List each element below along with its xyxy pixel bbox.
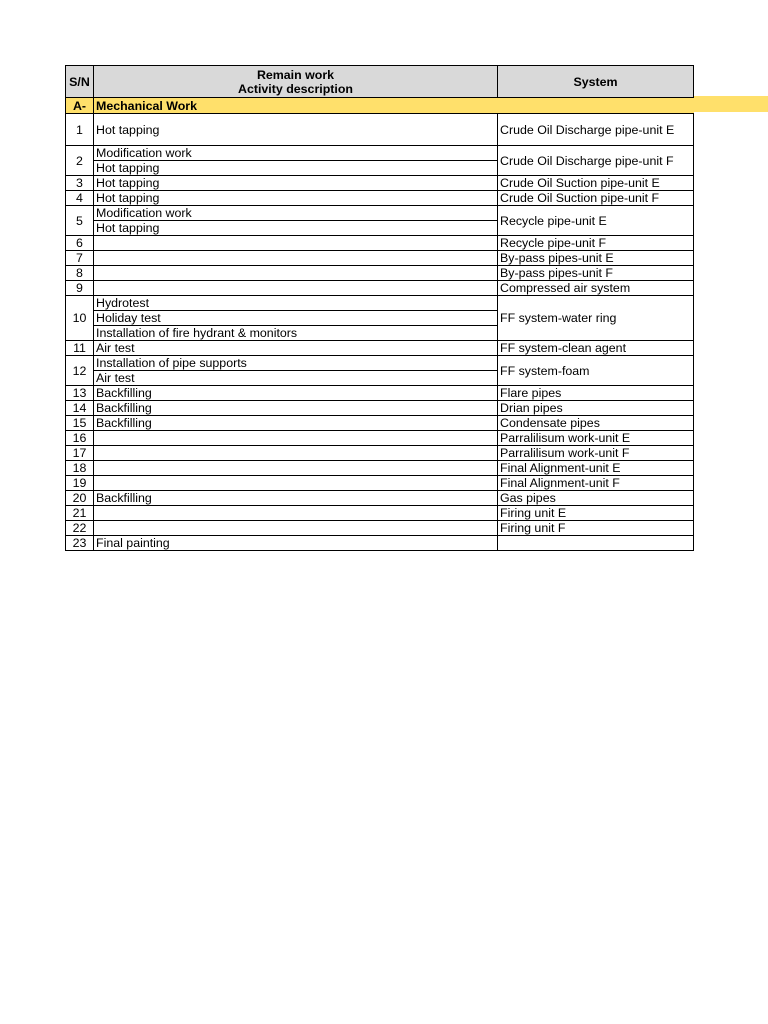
row-activity: Backfilling bbox=[94, 491, 498, 506]
row-activity: Final painting bbox=[94, 536, 498, 551]
remaining-work-sheet bbox=[65, 65, 693, 551]
row-sn: 1 bbox=[66, 114, 94, 146]
table-row bbox=[66, 266, 694, 281]
row-sn: 8 bbox=[66, 266, 94, 281]
row-system: FF system-water ring bbox=[498, 296, 694, 341]
row-activity: Hot tapping bbox=[94, 191, 498, 206]
header-system: System bbox=[498, 66, 694, 98]
table-row bbox=[66, 416, 694, 431]
header-row bbox=[66, 66, 694, 98]
header-sn: S/N bbox=[66, 66, 94, 98]
row-activity: Hot tapping bbox=[94, 176, 498, 191]
table-row bbox=[66, 536, 694, 551]
row-system: Gas pipes bbox=[498, 491, 694, 506]
row-activity bbox=[94, 251, 498, 266]
table-row bbox=[66, 491, 694, 506]
row-sn: 2 bbox=[66, 146, 94, 176]
header-activity bbox=[94, 66, 498, 98]
table-row bbox=[66, 251, 694, 266]
row-sn: 12 bbox=[66, 356, 94, 386]
row-system: Crude Oil Suction pipe-unit F bbox=[498, 191, 694, 206]
row-system: Condensate pipes bbox=[498, 416, 694, 431]
remaining-work-table bbox=[65, 65, 694, 551]
row-system: Drian pipes bbox=[498, 401, 694, 416]
table-row bbox=[66, 521, 694, 536]
table-row bbox=[66, 236, 694, 251]
row-system: Recycle pipe-unit F bbox=[498, 236, 694, 251]
row-activity: Modification work bbox=[94, 206, 498, 221]
table-row bbox=[66, 446, 694, 461]
row-system: Crude Oil Discharge pipe-unit F bbox=[498, 146, 694, 176]
row-sn: 14 bbox=[66, 401, 94, 416]
row-activity: Hot tapping bbox=[94, 161, 498, 176]
table-row bbox=[66, 281, 694, 296]
row-system: Final Alignment-unit E bbox=[498, 461, 694, 476]
row-sn: 6 bbox=[66, 236, 94, 251]
row-system bbox=[498, 536, 694, 551]
row-sn: 18 bbox=[66, 461, 94, 476]
row-system: Flare pipes bbox=[498, 386, 694, 401]
table-row bbox=[66, 506, 694, 521]
row-activity bbox=[94, 461, 498, 476]
row-activity: Backfilling bbox=[94, 386, 498, 401]
row-activity: Hot tapping bbox=[94, 221, 498, 236]
row-sn: 11 bbox=[66, 341, 94, 356]
row-system: Crude Oil Suction pipe-unit E bbox=[498, 176, 694, 191]
row-activity bbox=[94, 506, 498, 521]
table-row bbox=[66, 401, 694, 416]
row-sn: 7 bbox=[66, 251, 94, 266]
table-row bbox=[66, 461, 694, 476]
row-activity: Hot tapping bbox=[94, 114, 498, 146]
row-activity bbox=[94, 281, 498, 296]
table-row bbox=[66, 191, 694, 206]
row-sn: 13 bbox=[66, 386, 94, 401]
row-system: Crude Oil Discharge pipe-unit E bbox=[498, 114, 694, 146]
row-system: Firing unit F bbox=[498, 521, 694, 536]
row-sn: 19 bbox=[66, 476, 94, 491]
row-system: Parralilisum work-unit F bbox=[498, 446, 694, 461]
row-activity bbox=[94, 431, 498, 446]
table-row bbox=[66, 296, 694, 311]
row-activity: Holiday test bbox=[94, 311, 498, 326]
row-activity: Modification work bbox=[94, 146, 498, 161]
header-activity-line2: Activity description bbox=[238, 81, 353, 96]
row-activity bbox=[94, 521, 498, 536]
row-sn: 3 bbox=[66, 176, 94, 191]
row-sn: 20 bbox=[66, 491, 94, 506]
row-sn: 10 bbox=[66, 296, 94, 341]
row-system: Recycle pipe-unit E bbox=[498, 206, 694, 236]
row-activity: Installation of pipe supports bbox=[94, 356, 498, 371]
row-activity: Air test bbox=[94, 341, 498, 356]
row-activity: Air test bbox=[94, 371, 498, 386]
table-row bbox=[66, 431, 694, 446]
row-activity: Backfilling bbox=[94, 401, 498, 416]
table-row bbox=[66, 476, 694, 491]
row-sn: 17 bbox=[66, 446, 94, 461]
row-activity bbox=[94, 266, 498, 281]
row-system: Parralilisum work-unit E bbox=[498, 431, 694, 446]
table-row bbox=[66, 114, 694, 146]
table-row bbox=[66, 341, 694, 356]
row-sn: 4 bbox=[66, 191, 94, 206]
row-activity: Backfilling bbox=[94, 416, 498, 431]
row-sn: 21 bbox=[66, 506, 94, 521]
row-system: Firing unit E bbox=[498, 506, 694, 521]
row-sn: 23 bbox=[66, 536, 94, 551]
row-activity bbox=[94, 476, 498, 491]
table-row bbox=[66, 386, 694, 401]
row-activity: Installation of fire hydrant & monitors bbox=[94, 326, 498, 341]
row-activity: Hydrotest bbox=[94, 296, 498, 311]
row-system: By-pass pipes-unit F bbox=[498, 266, 694, 281]
row-sn: 16 bbox=[66, 431, 94, 446]
row-system: By-pass pipes-unit E bbox=[498, 251, 694, 266]
row-activity bbox=[94, 236, 498, 251]
row-activity bbox=[94, 446, 498, 461]
row-sn: 5 bbox=[66, 206, 94, 236]
table-row bbox=[66, 176, 694, 191]
row-sn: 9 bbox=[66, 281, 94, 296]
row-sn: 15 bbox=[66, 416, 94, 431]
header-activity-line1: Remain work bbox=[256, 67, 335, 82]
row-system: Final Alignment-unit F bbox=[498, 476, 694, 491]
section-highlight-stripe bbox=[693, 96, 768, 112]
section-row bbox=[66, 98, 694, 114]
table-row bbox=[66, 356, 694, 371]
row-system: FF system-foam bbox=[498, 356, 694, 386]
table-row bbox=[66, 146, 694, 161]
row-sn: 22 bbox=[66, 521, 94, 536]
row-system: Compressed air system bbox=[498, 281, 694, 296]
table-row bbox=[66, 206, 694, 221]
section-code: A- bbox=[66, 98, 94, 114]
row-system: FF system-clean agent bbox=[498, 341, 694, 356]
section-title: Mechanical Work bbox=[94, 98, 694, 114]
